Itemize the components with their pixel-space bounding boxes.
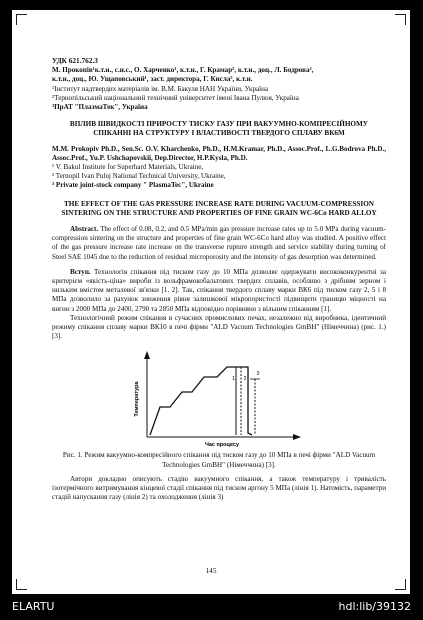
x-axis-label: Час процесу: [204, 442, 240, 449]
body-paragraph-3: Автори докладно описують стадію вакуумного спікання, а також температуру і тривалість ізотермічного витримування кінцевої стадії спікання під тиском аргону 5 МПа (лінія 1). Натомість, параметри стадій напускання газу (лінія 2) та охолодження (лінія 3): [52, 474, 386, 502]
title-en: THE EFFECT OF THE GAS PRESSURE INCREASE RATE DURING VACUUM-COMPRESSION SINTERING ON THE STRUCTURE AND PROPERTIES OF FINE GRAIN WC-6Co HARD ALLOY: [61, 199, 377, 217]
udk-code: УДК 621.762.3: [52, 56, 98, 65]
intro-text: Технологія спікання під тиском газу до 10 МПа дозволяє одержувати висококонкурентні за критерієм «якість-ціна» вироби із вольфрамокобальтових твердих сплавів, особливо з дрібним зерном і низьким вмістом металевої зв'язки [1, 2]. Так, спікання твердого сплаву марки ВК6 під тиском газу 2, 5 і 8 МПа дозволило за рахунок зниження рівня залишкової мікропористості підвищити границю міцності на вигин з 2000 МПа до 2400, 2790 та 2850 МПа відповідно порівняно з вільним спіканням [1].: [52, 267, 386, 313]
y-axis-arrow: [144, 351, 150, 359]
crop-mark-top-right: [395, 14, 406, 25]
authors-ua-line1: М. Прокопів¹к.т.н., с.н.с., О. Харченко¹, к.т.н., Г. Крамар², к.т.н., доц., Л. Бодрова²,: [52, 66, 314, 75]
curve-label-3: 3: [256, 371, 260, 378]
page-number: 145: [205, 566, 217, 575]
abstract-label: Abstract.: [70, 225, 99, 234]
curve-label-2: 2: [243, 376, 247, 383]
sintering-diagram: [52, 347, 386, 449]
figure-caption: Рис. 1. Режим вакуумно-компресійного спікання під тиском газу до 10 МПа в печі фірми "ALD Vacuum Technologies GmBH" (Німеччина) [3].: [62, 451, 376, 469]
authors-en: M.M. Prokopiv Ph.D., Sen.Sc. O.V. Kharchenko, Ph.D., H.M.Kramar, Ph.D., Assoc.Prof., L.G.Bodrova Ph.D., Assoc.Prof., Yu.P. Ushchapovskii, Dep.Director, H.P.Kysla, Ph.D.: [52, 144, 386, 162]
footer-bar: [0, 594, 423, 620]
affiliation-ua-3: ³ПрАТ "ПлазмаТек", Україна: [52, 103, 148, 112]
affiliation-en-1: ¹ V. Bakul Institute for Superhard Materials, Ukraine,: [52, 163, 204, 172]
intro-label: Вступ.: [70, 267, 91, 276]
sintering-figure: [52, 347, 386, 449]
curve-label-1: 1: [232, 376, 235, 383]
x-axis-arrow: [293, 434, 301, 440]
authors-ua-line2: к.т.н., доц., Ю. Ущаповський¹, заст. директора, Г. Кисла³, к.т.н.: [52, 75, 253, 84]
crop-mark-top-left: [16, 14, 27, 25]
intro-paragraph-2: Технологічний режим спікання в сучасних промислових печах, незалежно від виробника, ідентичний режиму спікання сплаву марки ВК10 в печі фірми "ALD Vacuum Technologies GmBH" (Німеччина) (рис. 1.) [3].: [52, 313, 386, 341]
journal-page: [12, 10, 410, 594]
intro-paragraph: [52, 268, 386, 314]
affiliation-en-3: ³ Private joint-stock company " PlasmaTec", Ukraine: [52, 181, 214, 190]
handle-id: hdl:lib/39132: [338, 600, 411, 613]
abstract-text: The effect of 0.08, 0.2, and 0.5 MPa/min gas pressure increase rates up to 5.0 MPa during vacuum-compression sintering on the structure and properties of fine grain WC-6Co hard alloy was studied. A positive effect of the gas pressure increase rate increase on the transverse rupture strength and service stability during turning of Steel SAE 1045 due to the reduction of residual microporosity and the intensity of gas desorption was determined.: [52, 225, 386, 261]
title-ua: ВПЛИВ ШВИДКОСТІ ПРИРОСТУ ТИСКУ ГАЗУ ПРИ ВАКУУМНО-КОМПРЕСІЙНОМУ СПІКАННІ НА СТРУКТУРУ І ВЛАСТИВОСТІ ТВЕРДОГО СПЛАВУ ВК6М: [69, 120, 369, 138]
affiliation-en-2: ² Ternopil Ivan Puluj National Technical University, Ukraine,: [52, 172, 226, 181]
repository-name: ELARTU: [12, 600, 55, 613]
affiliation-ua-2: ²Тернопільський національний технічний університет імені Івана Пулюя, Україна: [52, 93, 299, 102]
article-content: [52, 56, 386, 503]
temperature-curve: [150, 367, 252, 435]
crop-mark-bottom-left: [16, 579, 27, 590]
crop-mark-bottom-right: [395, 579, 406, 590]
y-axis-label: Температура: [134, 381, 140, 418]
abstract: [52, 225, 386, 262]
affiliation-ua-1: ¹Інститут надтвердих матеріалів ім. В.М. Бакуля НАН України, Україна: [52, 84, 269, 93]
